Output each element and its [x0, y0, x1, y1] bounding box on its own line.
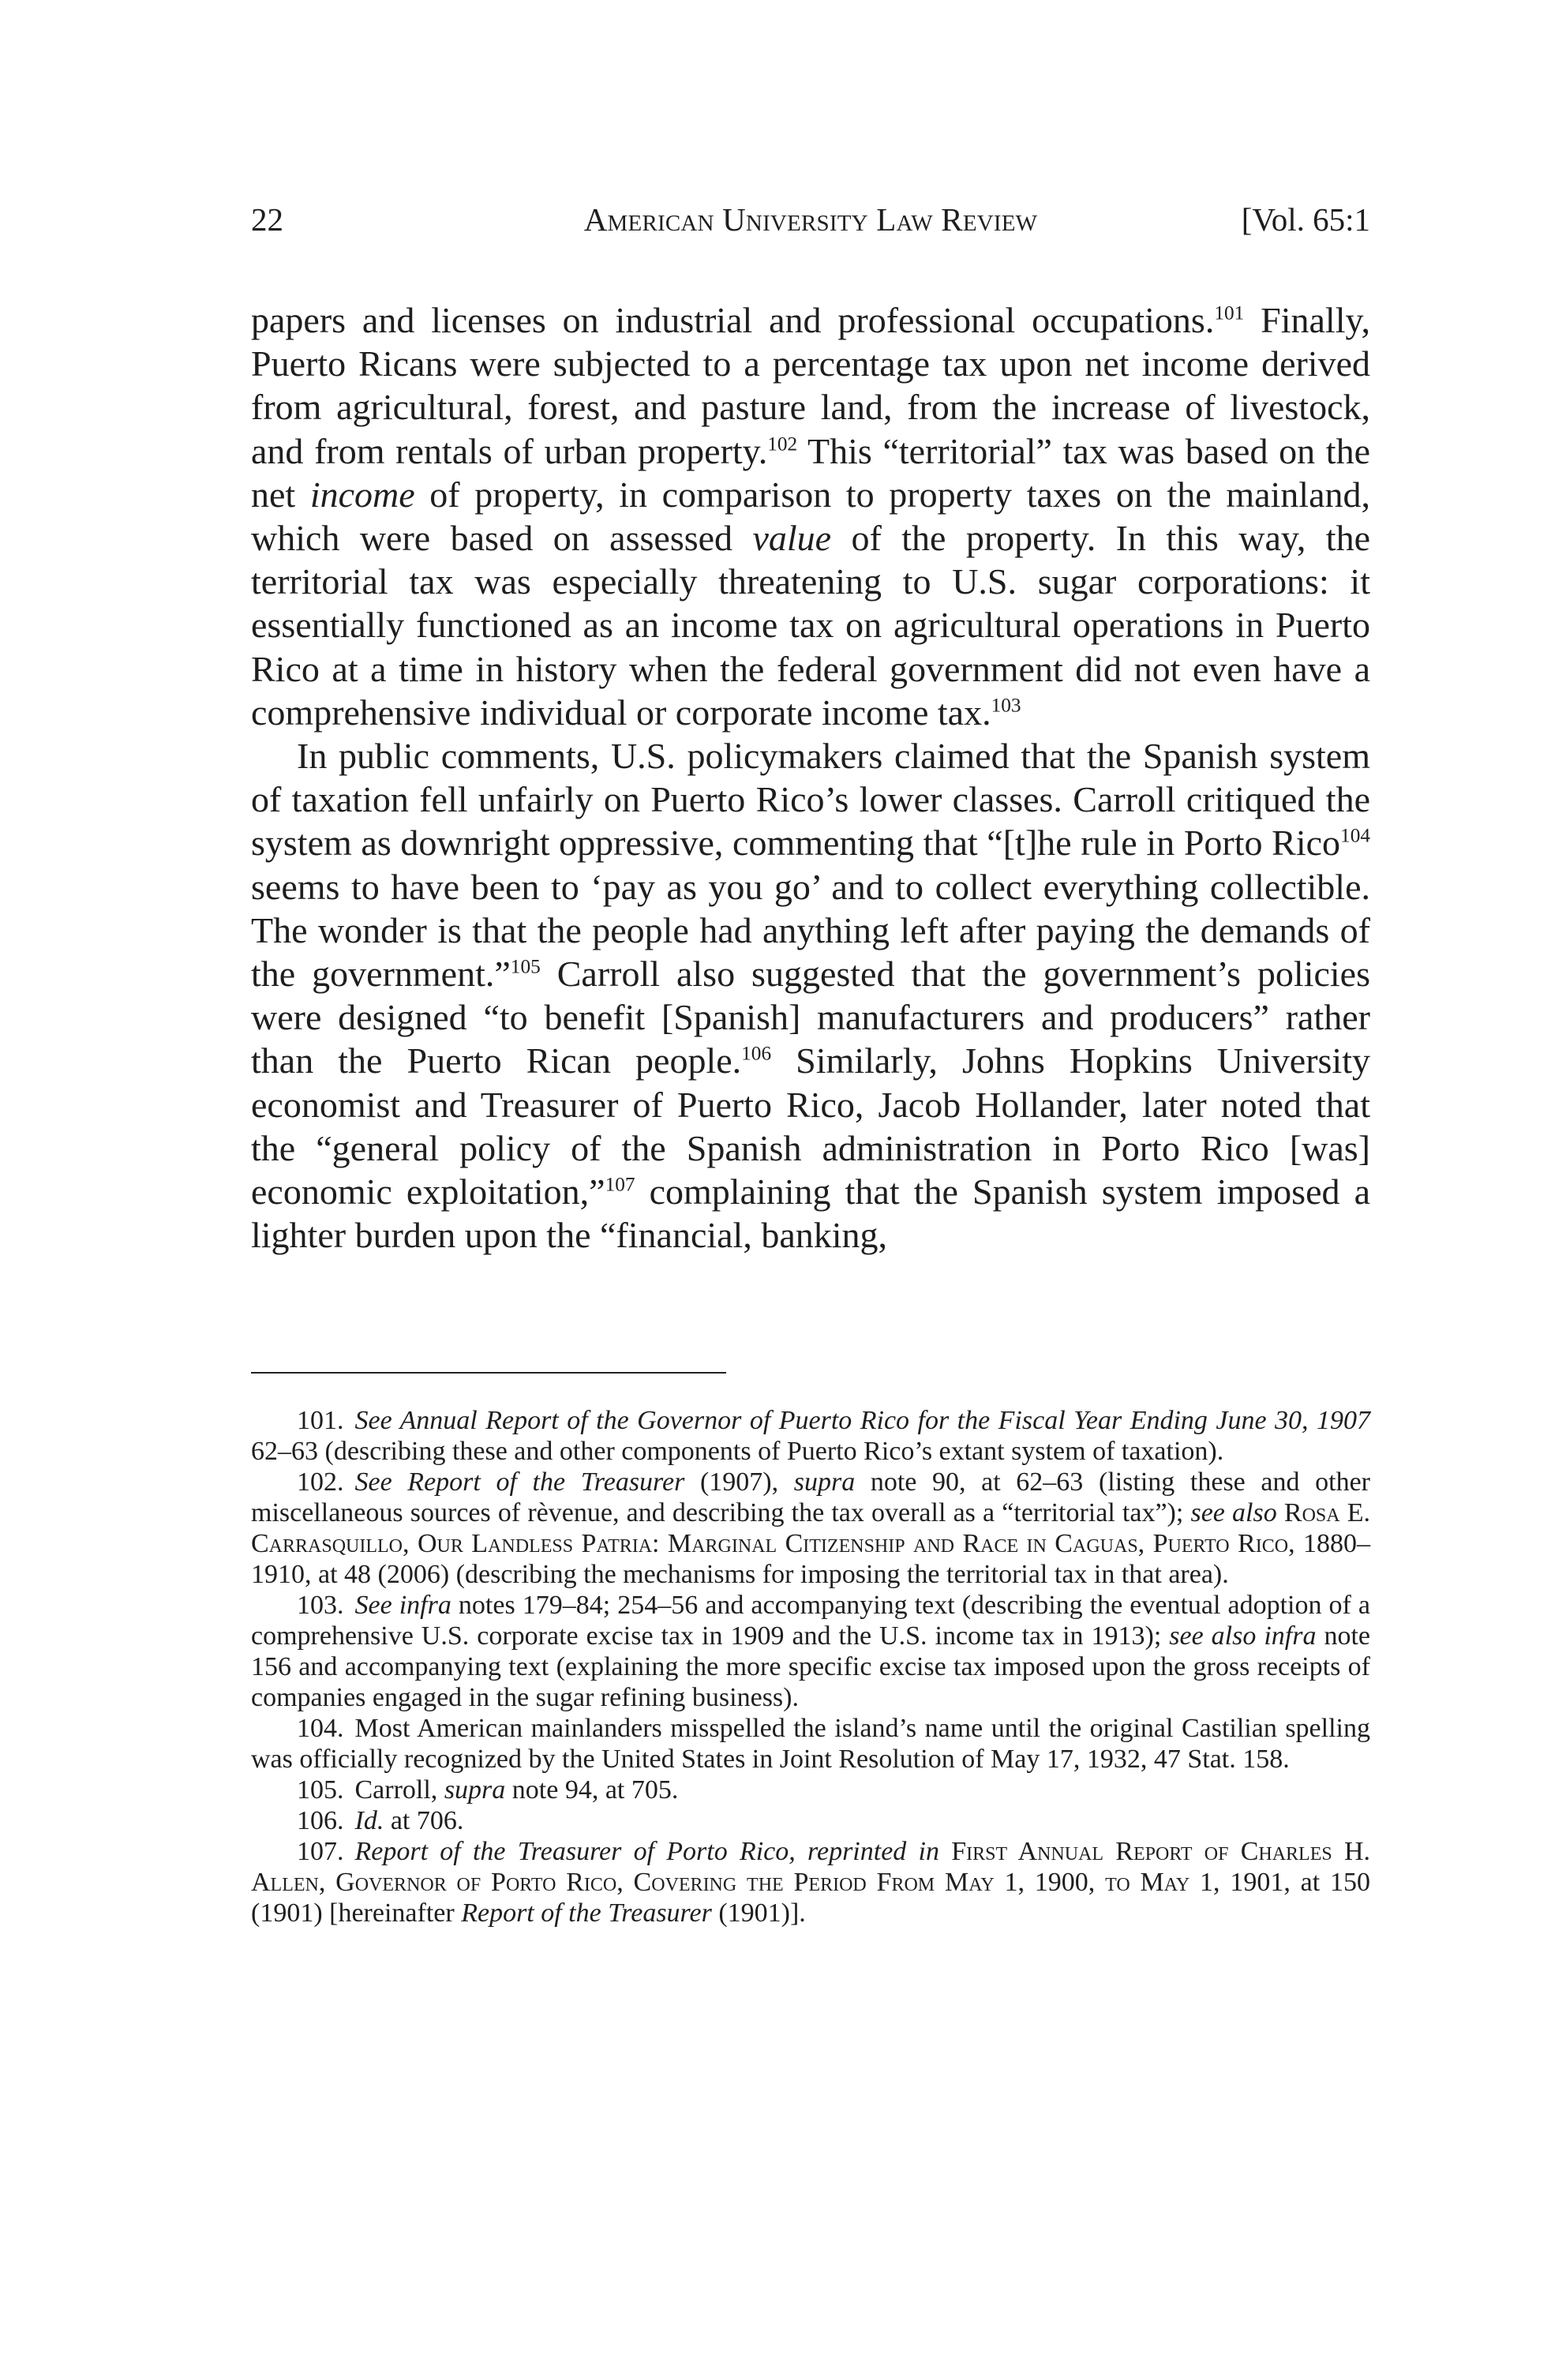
footnote-106	[251, 1805, 1370, 1836]
emphasis-text: income	[309, 474, 415, 515]
footnote-number: 104.	[297, 1714, 344, 1743]
citation-italic: See Report of the Treasurer	[354, 1467, 685, 1497]
body-text-run: papers and licenses on industrial and professional occupations.	[251, 300, 1215, 340]
footnote-ref: 101	[1214, 302, 1245, 324]
citation-small-caps: to May	[1105, 1868, 1190, 1897]
citation-small-caps: First Annual Report of Charles H. Allen, Governor of Porto Rico, Covering the Period From May	[251, 1837, 1371, 1897]
body-paragraph	[251, 298, 1370, 734]
footnote-text: Most American mainlanders misspelled the island’s name until the original Castilian spelling was officially recognized by the United States in Joint Resolution of May 17, 1932, 47 Stat. 158.	[251, 1714, 1370, 1774]
footnote-text: 62–63 (describing these and other components of Puerto Rico’s extant system of taxation).	[251, 1437, 1224, 1466]
footnote-text: (1907),	[684, 1467, 794, 1497]
footnote-number: 107.	[297, 1837, 344, 1866]
citation-italic: see also	[1190, 1498, 1277, 1527]
footnote-ref: 104	[1340, 825, 1370, 848]
citation-small-caps: Rosa E. Carrasquillo, Our Landless Patria: Marginal Citizenship and Race in Caguas, Puerto Rico	[251, 1498, 1371, 1558]
footnote-text: , 1880–1910, at 48 (2006) (describing the mechanisms for imposing the territorial tax in that area).	[251, 1529, 1371, 1589]
citation-italic: supra	[793, 1467, 856, 1497]
footnote-103	[251, 1590, 1370, 1713]
footnote-text: note 156 and accompanying text (explaining the more specific excise tax imposed upon the gross receipts of companies engaged in the sugar refining business).	[251, 1621, 1370, 1712]
volume-citation: [Vol. 65:1	[1241, 201, 1370, 238]
footnote-ref: 107	[605, 1173, 635, 1196]
body-text-run: Similarly, Johns Hopkins University economist and Treasurer of Puerto Rico, Jacob Hollander, later noted that the “general policy of the Spanish administration in Porto Rico [was] economic exploitation,”	[251, 1040, 1370, 1212]
footnote-text: 1, 1900,	[994, 1868, 1106, 1897]
footnote-101	[251, 1405, 1370, 1467]
footnote-text: Carroll,	[354, 1775, 444, 1805]
citation-italic: Id.	[354, 1806, 384, 1835]
footnote-number: 102.	[297, 1467, 344, 1497]
footnote-ref: 106	[741, 1043, 772, 1066]
body-text-run: Carroll also suggested that the government’s policies were designed “to benefit [Spanish] manufacturers and producers” rather than the Puerto Rican people.	[251, 954, 1370, 1081]
footnotes-section	[251, 1405, 1370, 1928]
footnote-text: notes 179–84; 254–56 and accompanying text (describing the eventual adoption of a comprehensive U.S. corporate excise tax in 1909 and the U.S. income tax in 1913);	[251, 1591, 1371, 1651]
footnote-107	[251, 1836, 1370, 1928]
footnote-text: note 90, at 62–63 (listing these and other miscellaneous sources of rèvenue, and describing the tax overall as a “territorial tax”);	[251, 1467, 1370, 1527]
footnote-number: 106.	[297, 1806, 344, 1835]
main-body-text	[251, 298, 1370, 1257]
footnote-divider	[251, 1372, 726, 1374]
citation-italic: Report of the Treasurer	[461, 1898, 712, 1928]
citation-italic: supra	[444, 1775, 506, 1805]
footnote-text	[1277, 1498, 1284, 1527]
footnote-104	[251, 1713, 1370, 1775]
footnote-ref: 105	[510, 955, 541, 978]
body-text-run: This “territorial” tax was based on the net	[251, 430, 1370, 515]
body-text-run: seems to have been to ‘pay as you go’ and to collect everything collectible. The wonder is that the people had anything left after paying the demands of the government.”	[251, 866, 1370, 995]
footnote-number: 101.	[297, 1406, 344, 1435]
citation-italic: See Annual Report of the Governor of Puerto Rico for the Fiscal Year Ending June 30, 1907	[354, 1406, 1370, 1435]
body-text-run: of the property. In this way, the territorial tax was especially threatening to U.S. sugar corporations: it essentially functioned as an income tax on agricultural operations in Puerto Rico at a time in history when the federal government did not even have a comprehensive individual or corporate income tax.	[251, 518, 1370, 733]
footnote-ref: 102	[767, 433, 798, 455]
footnote-text: 1, 1901, at 150 (1901) [hereinafter	[251, 1868, 1371, 1928]
citation-italic: See infra	[354, 1591, 451, 1620]
body-text-run: In public comments, U.S. policymakers claimed that the Spanish system of taxation fell unfairly on Puerto Rico’s lower classes. Carroll critiqued the system as downright oppressive, commenting that “[t]he rule in Porto Rico	[251, 736, 1370, 864]
body-paragraph	[251, 734, 1370, 1257]
journal-title: American University Law Review	[583, 201, 1038, 238]
footnote-102	[251, 1467, 1370, 1590]
footnote-text: at 706.	[384, 1806, 464, 1835]
emphasis-text: value	[752, 518, 832, 559]
citation-italic: see also infra	[1169, 1621, 1317, 1651]
citation-italic: Report of the Treasurer of Porto Rico, reprinted in	[354, 1837, 939, 1866]
footnote-ref: 103	[991, 694, 1021, 717]
footnote-text: (1901)].	[711, 1898, 806, 1928]
footnote-number: 103.	[297, 1591, 344, 1620]
body-text-run: Finally, Puerto Ricans were subjected to a percentage tax upon net income derived from agricultural, forest, and pasture land, from the increase of livestock, and from rentals of urban property.	[251, 300, 1370, 471]
footnote-text	[939, 1837, 951, 1866]
body-text-run: complaining that the Spanish system imposed a lighter burden upon the “financial, banking,	[251, 1171, 1371, 1256]
footnote-105	[251, 1775, 1370, 1805]
page-number: 22	[251, 201, 283, 238]
footnote-number: 105.	[297, 1775, 344, 1805]
footnote-text: note 94, at 705.	[505, 1775, 679, 1805]
running-header	[251, 192, 1370, 247]
body-text-run: of property, in comparison to property taxes on the mainland, which were based on assessed	[251, 474, 1370, 559]
